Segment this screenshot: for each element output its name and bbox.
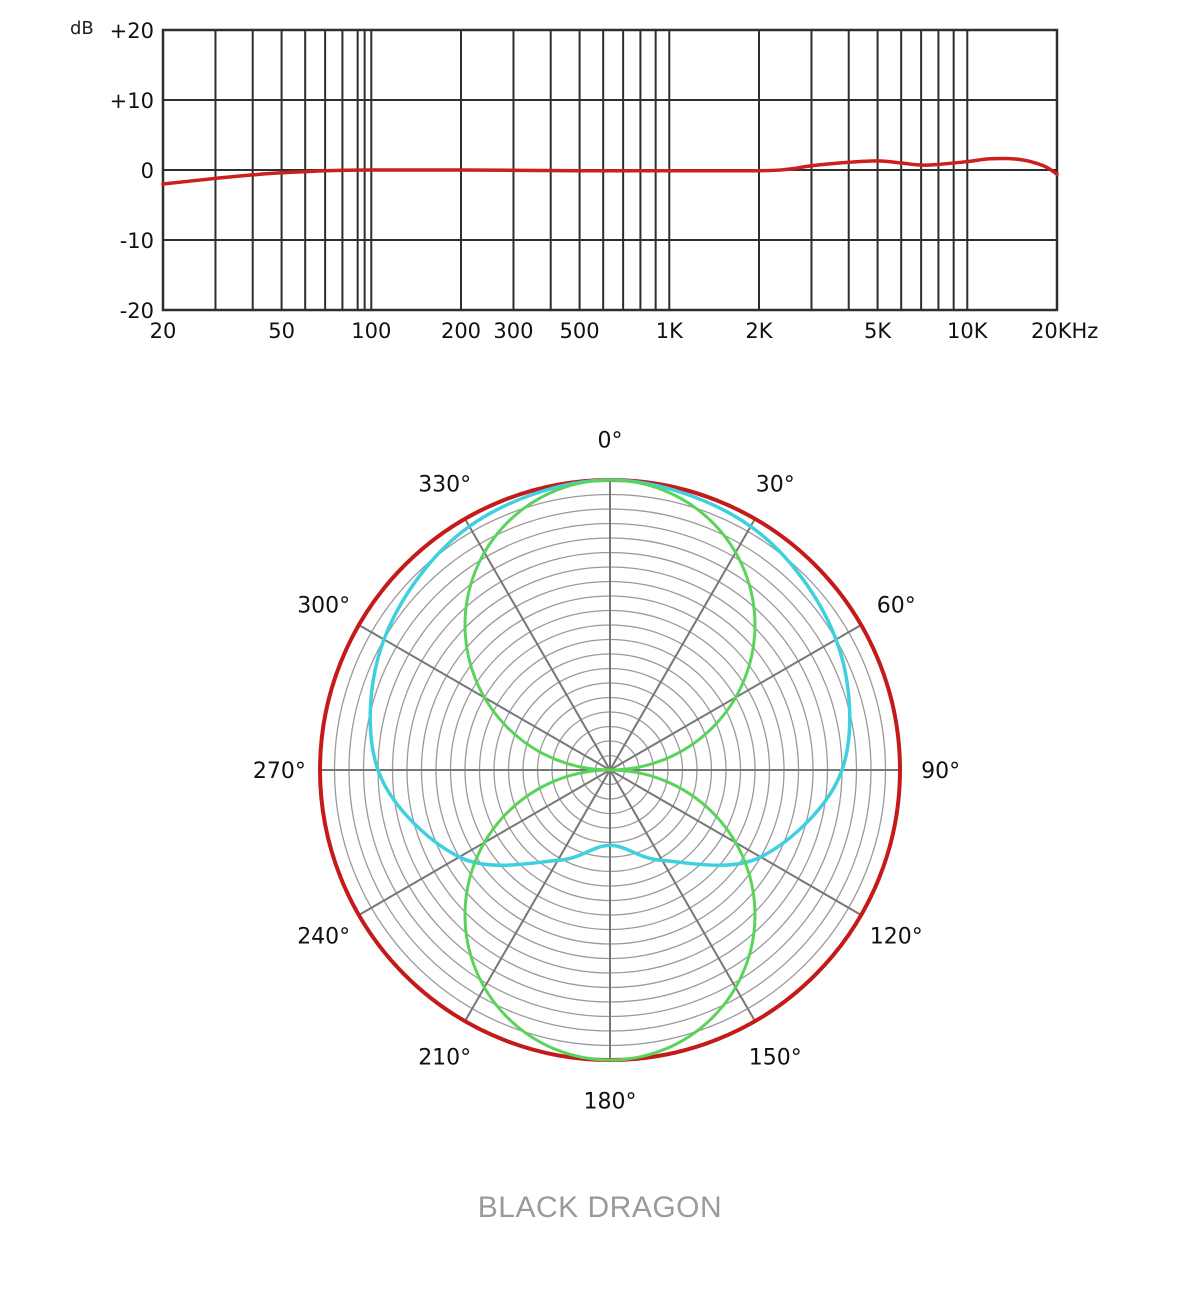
x-tick-label: 1K	[655, 319, 683, 343]
angle-label: 240°	[297, 924, 351, 950]
x-tick-label: 10K	[947, 319, 988, 343]
polar-pattern-chart	[253, 428, 960, 1114]
angle-label: 60°	[876, 593, 916, 619]
polar-spoke	[465, 770, 610, 1021]
x-tick-label: 100	[351, 319, 392, 343]
angle-label: 210°	[418, 1045, 472, 1071]
x-tick-label: 5K	[864, 319, 892, 343]
x-tick-label: 300	[493, 319, 534, 343]
angle-label: 0°	[597, 428, 623, 454]
x-tick-label: 50	[268, 319, 295, 343]
brand-logo-text: BLACK DRAGON	[477, 1191, 723, 1224]
angle-label: 270°	[252, 759, 306, 784]
polar-spoke	[610, 519, 755, 770]
polar-spoke	[465, 519, 610, 770]
x-tick-label: 2K	[745, 319, 773, 343]
y-tick-label: +20	[109, 19, 154, 43]
polar-spoke	[610, 770, 755, 1021]
y-tick-label: +10	[109, 89, 154, 113]
frequency-response-chart	[70, 18, 1098, 343]
x-tick-label: 20	[149, 319, 177, 343]
angle-label: 180°	[583, 1089, 637, 1115]
y-axis-unit-label: dB	[70, 18, 94, 39]
x-tick-label: 500	[559, 319, 600, 343]
x-tick-label: 200	[440, 319, 482, 343]
angle-label: 30°	[755, 472, 795, 498]
x-tick-label: 20KHz	[1031, 319, 1099, 343]
y-tick-label: 0	[140, 159, 154, 183]
angle-label: 90°	[921, 759, 961, 784]
angle-label: 150°	[748, 1045, 802, 1071]
angle-label: 120°	[869, 924, 923, 950]
y-tick-label: -10	[119, 229, 154, 253]
y-tick-label: -20	[119, 299, 154, 323]
frequency-response-line	[163, 159, 1057, 184]
angle-label: 330°	[418, 472, 472, 498]
angle-label: 300°	[297, 593, 351, 619]
